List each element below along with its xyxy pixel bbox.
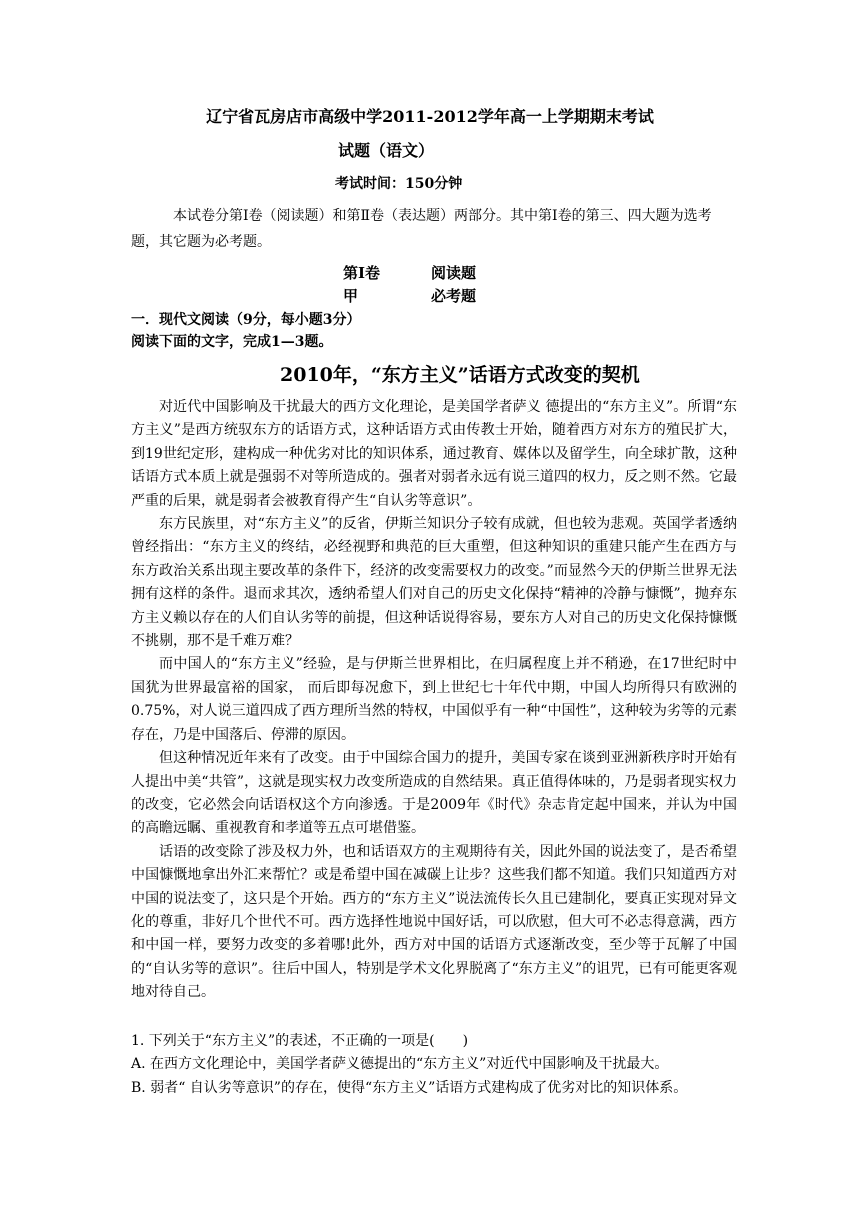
section-instruction: 阅读下面的文字，完成1—3题。: [131, 334, 333, 350]
question-option-b: B. 弱者“ 自认劣等意识”的存在，使得“东方主义”话语方式建构成了优劣对比的知识体系。: [131, 1079, 688, 1096]
volume-label: 第Ⅰ卷: [343, 264, 381, 282]
volume-name: 阅读题: [431, 264, 477, 282]
article-title: 2010年，“东方主义”话语方式改变的契机: [280, 364, 640, 386]
question-option-a: A. 在西方文化理论中，美国学者萨义德提出的“东方主义”对近代中国影响及干扰最大。: [131, 1056, 669, 1073]
exam-title: 辽宁省瓦房店市高级中学2011-2012学年高一上学期期末考试: [206, 107, 654, 126]
section-title: 一．现代文阅读（9分，每小题3分）: [131, 312, 361, 328]
article-paragraph: 东方民族里，对“东方主义”的反省，伊斯兰知识分子较有成就，但也较为悲观。英国学者透纳曾经指出：“东方主义的终结，必经视野和典范的巨大重塑，但这种知识的重建只能产生在西方与东方政治关系出现主要改革的条件下，经济的改变需要权力的改变。”而显然今天的伊斯兰世界无法拥有这样的条件。退而求其次，透纳希望人们对自己的历史文化保持“精神的冷静与慷慨”，抛弃东方主义赖以存在的人们自认劣等的前提，但这种话说得容易，要东方人对自己的历史文化保持慷慨不挑剔，那不是千难万难？: [131, 516, 737, 650]
part-label: 甲: [343, 287, 359, 305]
exam-time: 考试时间：150分钟: [335, 176, 463, 192]
question-stem: 1. 下列关于“东方主义”的表述，不正确的一项是( ): [131, 1033, 469, 1049]
questions: [131, 1030, 737, 1100]
exam-intro: 本试卷分第Ⅰ卷（阅读题）和第Ⅱ卷（表达题）两部分。其中第Ⅰ卷的第三、四大题为选考题，其它题为必考题。: [131, 208, 712, 250]
part-name: 必考题: [431, 287, 477, 305]
article-paragraph: 对近代中国影响及干扰最大的西方文化理论，是美国学者萨义 德提出的“东方主义”。所谓“东方主义”是西方统驭东方的话语方式，这种话语方式由传教士开始，随着西方对东方的殖民扩大，到19世纪定形，建构成一种优劣对比的知识体系，通过教育、媒体以及留学生，向全球扩散，这种话语方式本质上就是强弱不对等所造成的。强者对弱者永远有说三道四的权力，反之则不然。它最严重的后果，就是弱者会被教育得产生“自认劣等意识”。: [131, 399, 737, 509]
article-body: [131, 396, 737, 1005]
article-paragraph: 而中国人的“东方主义”经验，是与伊斯兰世界相比，在归属程度上并不稍逊，在17世纪时中国犹为世界最富裕的国家， 而后即每况愈下，到上世纪七十年代中期，中国人均所得只有欧洲的0.75%，对人说三道四成了西方理所当然的特权，中国似乎有一种“中国性”，这种较为劣等的元素存在，乃是中国落后、停滞的原因。: [131, 656, 737, 743]
article-paragraph: 但这种情况近年来有了改变。由于中国综合国力的提升，美国专家在谈到亚洲新秩序时开始有人提出中美“共管”，这就是现实权力改变所造成的自然结果。真正值得体味的，乃是弱者现实权力的改变，它必然会向话语权这个方向渗透。于是2009年《时代》杂志肯定起中国来，并认为中国的高瞻远瞩、重视教育和孝道等五点可堪借鉴。: [131, 750, 737, 837]
exam-subtitle: 试题（语文）: [338, 141, 435, 160]
article-paragraph: 话语的改变除了涉及权力外，也和话语双方的主观期待有关，因此外国的说法变了，是否希望中国慷慨地拿出外汇来帮忙？或是希望中国在减碳上让步？这些我们都不知道。我们只知道西方对中国的说法变了，这只是个开始。西方的“东方主义”说法流传长久且已建制化，要真正实现对异文化的尊重，非好几个世代不可。西方选择性地说中国好话，可以欣慰，但大可不必志得意满，西方和中国一样，要努力改变的多着哪!此外，西方对中国的话语方式逐渐改变，至少等于瓦解了中国的“自认劣等的意识”。往后中国人，特别是学术文化界脱离了“东方主义”的诅咒，已有可能更客观地对待自己。: [131, 843, 737, 1001]
